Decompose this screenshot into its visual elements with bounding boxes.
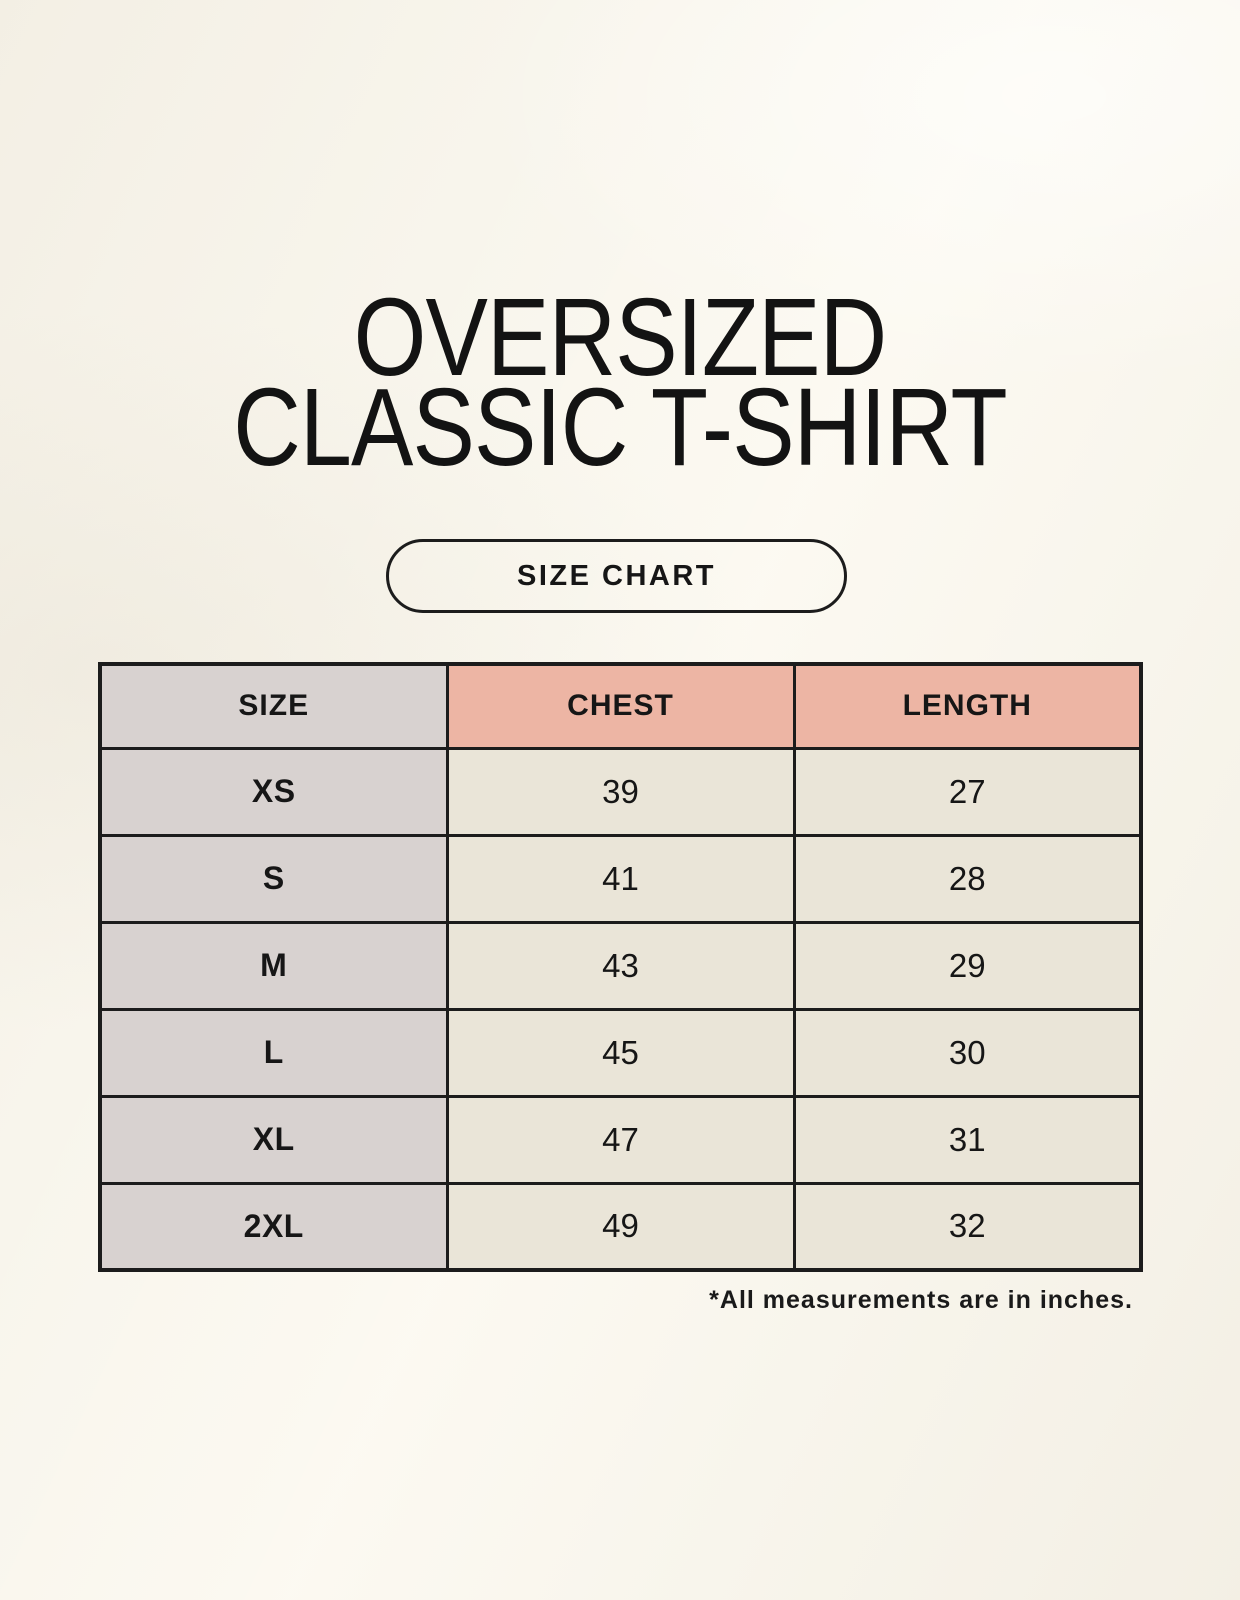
length-value: 31 xyxy=(794,1096,1141,1183)
chest-value: 39 xyxy=(447,748,794,835)
page-title-line-1: OVERSIZED xyxy=(353,276,887,399)
length-value: 27 xyxy=(794,748,1141,835)
page-title-line-2: CLASSIC T-SHIRT xyxy=(233,366,1007,489)
size-chart-button[interactable]: SIZE CHART xyxy=(386,539,847,613)
column-header-length: LENGTH xyxy=(794,664,1141,748)
page-title xyxy=(0,276,1240,489)
size-label-l: L xyxy=(100,1009,447,1096)
length-value: 28 xyxy=(794,835,1141,922)
table-row xyxy=(100,835,1141,922)
size-label-xs: XS xyxy=(100,748,447,835)
size-label-s: S xyxy=(100,835,447,922)
length-value: 29 xyxy=(794,922,1141,1009)
column-header-chest: CHEST xyxy=(447,664,794,748)
table-row xyxy=(100,922,1141,1009)
table-row xyxy=(100,748,1141,835)
chest-value: 45 xyxy=(447,1009,794,1096)
size-label-m: M xyxy=(100,922,447,1009)
table-header-row xyxy=(100,664,1141,748)
chest-value: 49 xyxy=(447,1183,794,1270)
chest-value: 41 xyxy=(447,835,794,922)
table-row xyxy=(100,1183,1141,1270)
length-value: 32 xyxy=(794,1183,1141,1270)
measurements-footnote: *All measurements are in inches. xyxy=(709,1286,1133,1314)
size-chart-table xyxy=(98,662,1143,1272)
table-row xyxy=(100,1009,1141,1096)
length-value: 30 xyxy=(794,1009,1141,1096)
chest-value: 47 xyxy=(447,1096,794,1183)
table-row xyxy=(100,1096,1141,1183)
chest-value: 43 xyxy=(447,922,794,1009)
size-label-xl: XL xyxy=(100,1096,447,1183)
size-label-2xl: 2XL xyxy=(100,1183,447,1270)
column-header-size: SIZE xyxy=(100,664,447,748)
